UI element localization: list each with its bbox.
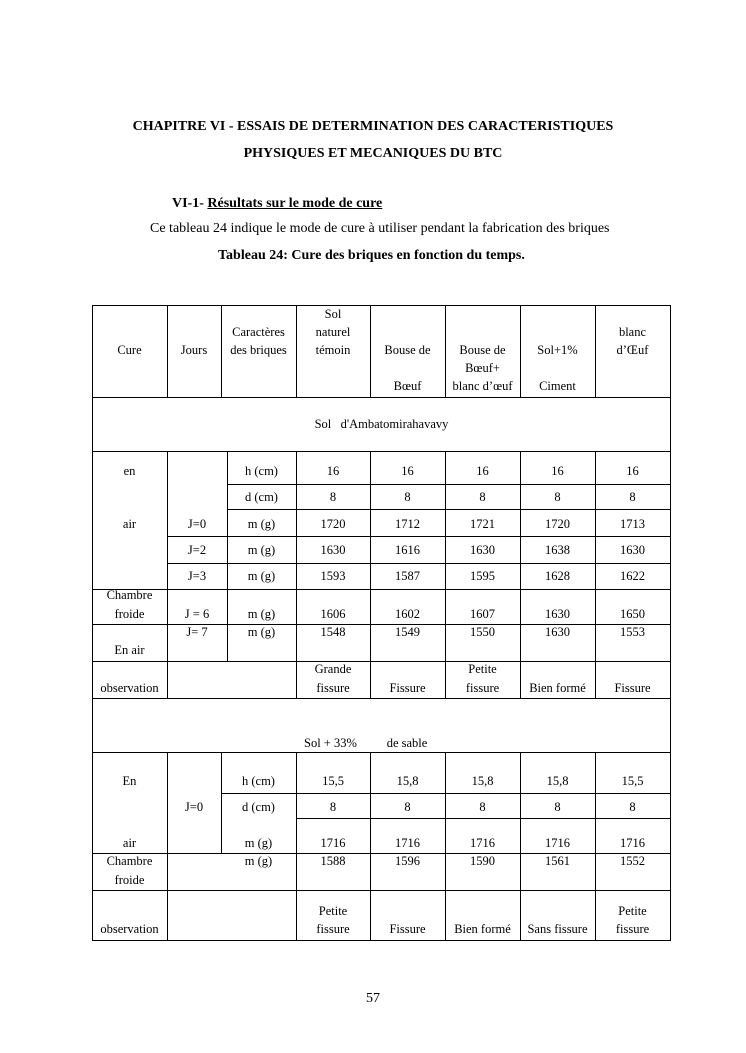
header-bouseb-2: Bœuf+ <box>465 361 500 375</box>
block2-cell: 8 <box>554 800 561 814</box>
table-caption: Tableau 24: Cure des briques en fonction du temps. <box>218 248 525 263</box>
block2-cell: 1716 <box>470 836 495 850</box>
block1-cell: 1628 <box>545 569 570 583</box>
header-sol-1: Sol <box>324 307 342 321</box>
block1-cell: 1595 <box>470 569 495 583</box>
block1-row-caracteristique: d (cm) <box>245 490 278 504</box>
block2-observation-line2: Sans fissure <box>527 922 588 936</box>
block1-cure-enair: En air <box>114 643 145 657</box>
block1-observation-label: observation <box>100 681 159 695</box>
block2-jour: J=0 <box>184 800 204 814</box>
header-sol-3: témoin <box>315 343 351 357</box>
block1-row-jour: J=3 <box>187 569 207 583</box>
block2-label-b: de sable <box>386 736 428 750</box>
block1-cell: 1630 <box>470 543 495 557</box>
block2-observation-line2: fissure <box>316 922 350 936</box>
header-sol1pc-2: Ciment <box>539 379 576 393</box>
block1-cell: 1630 <box>545 607 570 621</box>
block1-cell: 1622 <box>620 569 645 583</box>
block2-cell: 1588 <box>320 854 346 868</box>
block2-observation-line2: Bien formé <box>454 922 511 936</box>
header-cure: Cure <box>117 343 142 357</box>
block1-cell: 1720 <box>545 517 570 531</box>
block1-cell: 8 <box>629 490 636 504</box>
block1-cell: 1630 <box>320 543 346 557</box>
block1-cell: 1548 <box>320 625 346 639</box>
header-bouse-1: Bouse de <box>384 343 431 357</box>
header-jours: Jours <box>180 343 208 357</box>
block2-cell: 15,5 <box>322 774 344 788</box>
block1-row-caracteristique: m (g) <box>247 517 276 531</box>
header-caract-1: Caractères <box>232 325 285 339</box>
block1-cell: 1630 <box>620 543 645 557</box>
page-number: 57 <box>366 991 380 1006</box>
block2-row-caracteristique: m (g) <box>244 854 273 868</box>
header-sol-2: naturel <box>315 325 351 339</box>
block2-cell: 8 <box>479 800 486 814</box>
header-blanc-2: d’Œuf <box>616 343 649 357</box>
block1-cure-chambre-2: froide <box>114 607 145 621</box>
block1-cell: 1650 <box>620 607 645 621</box>
block1-observation-line2: fissure <box>316 681 350 695</box>
block1-observation-line2: fissure <box>465 681 500 695</box>
block2-observation-label: observation <box>100 922 159 936</box>
block1-cell: 1720 <box>320 517 346 531</box>
block1-row-jour: J=0 <box>187 517 207 531</box>
block2-row-caracteristique: h (cm) <box>242 774 275 788</box>
block2-observation-line1: Petite <box>318 904 348 918</box>
block1-cell: 1607 <box>470 607 495 621</box>
block2-cure-chambre-2: froide <box>114 873 145 887</box>
block1-cell: 1712 <box>395 517 420 531</box>
block1-cell: 1587 <box>395 569 420 583</box>
header-bouse-2: Bœuf <box>393 379 422 393</box>
block2-cell: 1716 <box>320 836 346 850</box>
block1-cell: 1593 <box>320 569 346 583</box>
block1-cell: 8 <box>404 490 411 504</box>
block2-row-caracteristique: d (cm) <box>242 800 275 814</box>
block2-observation-line2: fissure <box>615 922 650 936</box>
header-bouseb-1: Bouse de <box>459 343 506 357</box>
header-bouseb-3: blanc d’œuf <box>452 379 513 393</box>
block2-cell: 1596 <box>395 854 420 868</box>
block1-cell: 1721 <box>470 517 495 531</box>
block1-row-caracteristique: m (g) <box>247 569 276 583</box>
section-number: VI-1- <box>172 196 208 211</box>
block1-cell: 1553 <box>620 625 645 639</box>
header-sol1pc-1: Sol+1% <box>537 343 578 357</box>
block1-label: Sol d'Ambatomirahavavy <box>314 417 449 431</box>
block2-cell: 15,5 <box>621 774 644 788</box>
block1-cell: 16 <box>326 464 340 478</box>
section-heading <box>172 196 382 212</box>
block2-row-caracteristique: m (g) <box>244 836 273 850</box>
header-caract-2: des briques <box>230 343 287 357</box>
block2-observation-line1: Petite <box>618 904 647 918</box>
block1-cell: 16 <box>551 464 564 478</box>
block1-cell: 8 <box>329 490 337 504</box>
block2-cell: 8 <box>329 800 337 814</box>
block2-cure-en: En <box>122 774 137 788</box>
block1-row-caracteristique: m (g) <box>247 625 276 639</box>
block1-row-jour: J = 6 <box>184 607 210 621</box>
intro-paragraph: Ce tableau 24 indique le mode de cure à utiliser pendant la fabrication des briques <box>150 221 610 236</box>
block1-cell: 1616 <box>395 543 420 557</box>
block2-cure-chambre-1: Chambre <box>106 854 153 868</box>
block1-cell: 1550 <box>470 625 495 639</box>
block1-cell: 1602 <box>395 607 420 621</box>
block1-cell: 8 <box>479 490 486 504</box>
block1-cell: 16 <box>626 464 639 478</box>
block2-cell: 15,8 <box>471 774 494 788</box>
chapter-title-line-2: PHYSIQUES ET MECANIQUES DU BTC <box>243 146 503 161</box>
block1-cure-en: en <box>123 464 136 478</box>
block2-observation-line2: Fissure <box>389 922 426 936</box>
block1-cure-air: air <box>122 517 137 531</box>
block1-cell: 1638 <box>545 543 570 557</box>
block2-cure-air: air <box>122 836 137 850</box>
block1-cell: 16 <box>476 464 489 478</box>
block2-cell: 15,8 <box>546 774 569 788</box>
block1-row-caracteristique: m (g) <box>247 607 276 621</box>
block2-cell: 1716 <box>395 836 420 850</box>
block1-cure-chambre-1: Chambre <box>106 588 153 602</box>
section-title: Résultats sur le mode de cure <box>207 196 383 211</box>
block2-cell: 1716 <box>545 836 570 850</box>
block2-label-a: Sol + 33% <box>304 736 357 750</box>
block1-observation-line2: Fissure <box>389 681 426 695</box>
block2-cell: 8 <box>404 800 411 814</box>
block2-cell: 1552 <box>620 854 645 868</box>
block1-row-caracteristique: m (g) <box>247 543 276 557</box>
chapter-title-line-1: CHAPITRE VI - ESSAIS DE DETERMINATION DES CARACTERISTIQUES <box>132 119 614 134</box>
block1-cell: 16 <box>401 464 414 478</box>
block2-cell: 8 <box>629 800 636 814</box>
block1-cell: 1713 <box>620 517 645 531</box>
block2-cell: 1590 <box>470 854 495 868</box>
block2-cell: 1561 <box>545 854 570 868</box>
block1-row-jour: J= 7 <box>186 625 208 639</box>
block1-cell: 1630 <box>545 625 570 639</box>
block1-observation-line1: Petite <box>468 662 497 676</box>
header-blanc-1: blanc <box>618 325 647 339</box>
block2-cell: 1716 <box>620 836 645 850</box>
block1-observation-line2: Fissure <box>614 681 651 695</box>
block1-cell: 1606 <box>320 607 346 621</box>
block1-cell: 8 <box>554 490 561 504</box>
block1-observation-line1: Grande <box>314 662 352 676</box>
block1-row-jour: J=2 <box>187 543 207 557</box>
block2-cell: 15,8 <box>396 774 419 788</box>
block1-cell: 1549 <box>395 625 420 639</box>
block1-row-caracteristique: h (cm) <box>245 464 278 478</box>
block1-observation-line2: Bien formé <box>529 681 586 695</box>
